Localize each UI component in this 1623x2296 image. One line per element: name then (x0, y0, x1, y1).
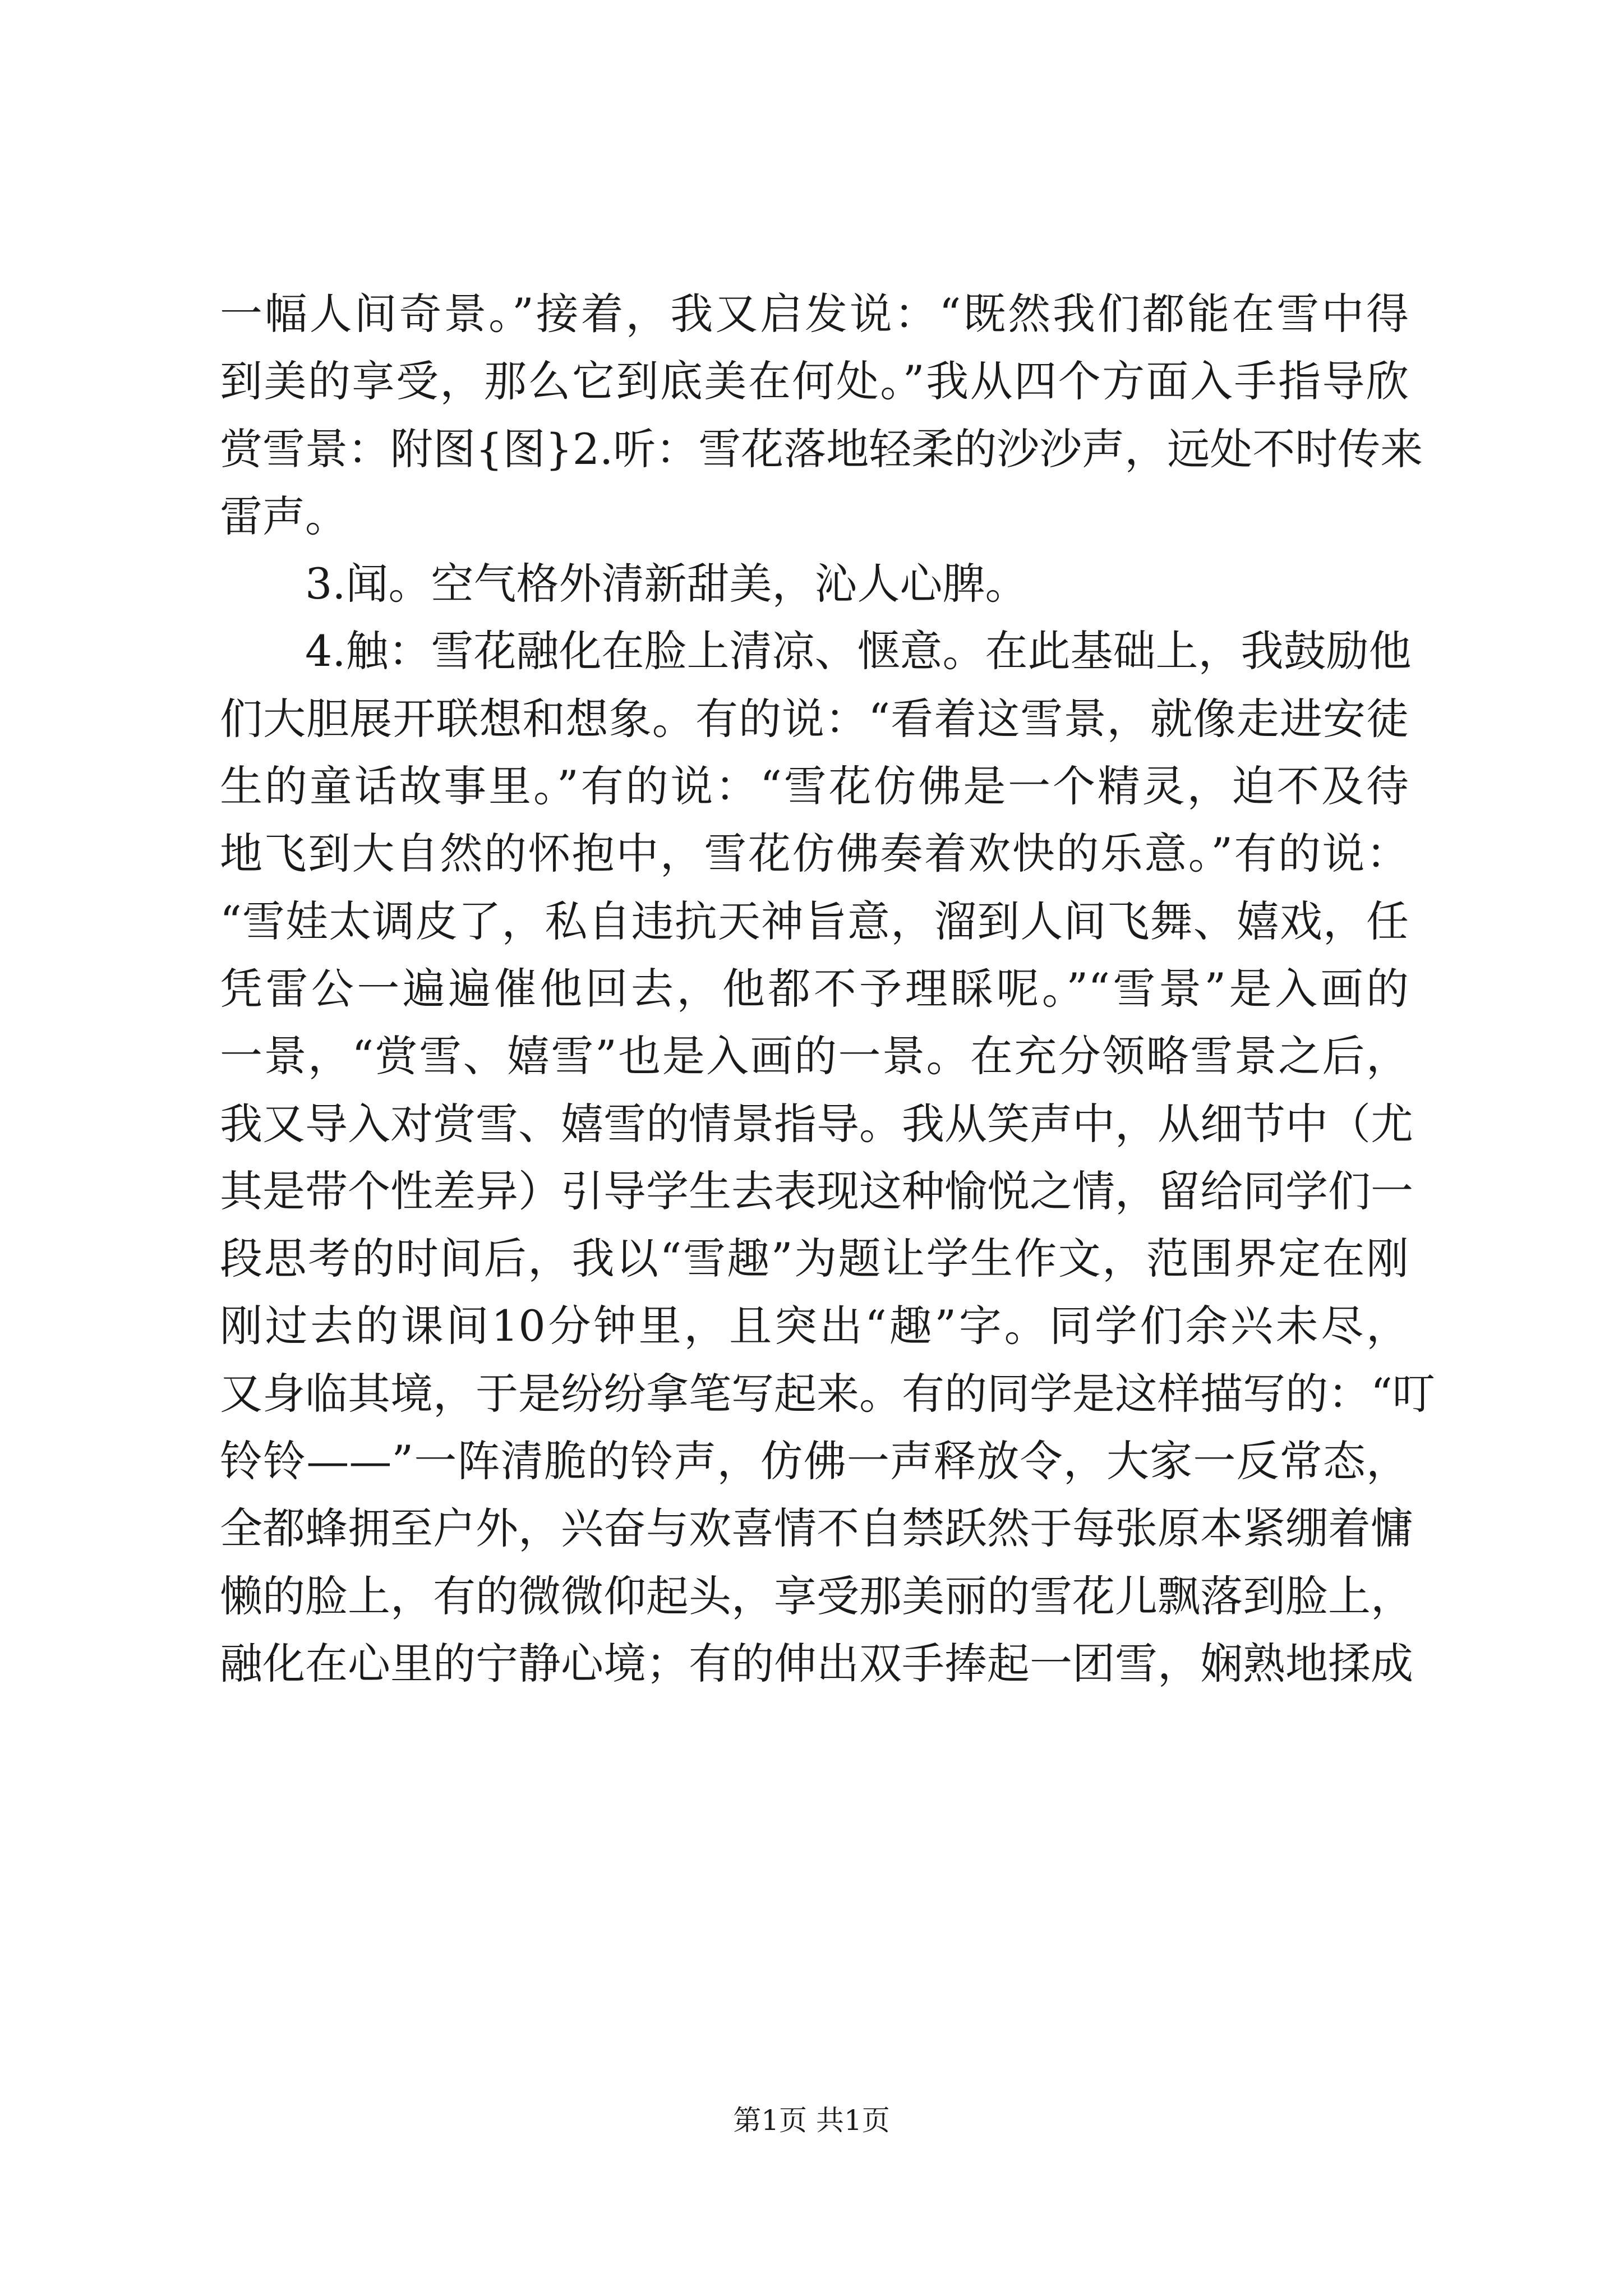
text-line: 段思考的时间后，我以“雪趣”为题让学生作文，范围界定在刚 (220, 1234, 1409, 1284)
text-line: 融化在心里的宁静心境；有的伸出双手捧起一团雪，娴熟地揉成 (220, 1638, 1413, 1688)
text-line: 我又导入对赏雪、嬉雪的情景指导。我从笑声中，从细节中（尤 (220, 1098, 1413, 1149)
text-line: 凭雷公一遍遍催他回去，他都不予理睬呢。”“雪景”是入画的 (220, 963, 1409, 1014)
text-line: 又身临其境，于是纷纷拿笔写起来。有的同学是这样描写的：“叮 (220, 1368, 1435, 1419)
text-line: 们大胆展开联想和想象。有的说：“看着这雪景，就像走进安徒 (220, 693, 1409, 744)
text-line: 赏雪景：附图{图}2.听：雪花落地轻柔的沙沙声，远处不时传来 (220, 424, 1423, 474)
text-line: “雪娃太调皮了，私自违抗天神旨意，溜到人间飞舞、嬉戏，任 (220, 896, 1409, 946)
text-line: 刚过去的课间10分钟里，且突出“趣”字。同学们余兴未尽， (220, 1301, 1409, 1351)
text-line: 地飞到大自然的怀抱中，雪花仿佛奏着欢快的乐意。”有的说： (220, 829, 1409, 879)
text-line: 生的童话故事里。”有的说：“雪花仿佛是一个精灵，迫不及待 (220, 761, 1409, 812)
text-line: 懒的脸上，有的微微仰起头，享受那美丽的雪花儿飘落到脸上， (220, 1571, 1413, 1621)
page-number-label: 第1页 共1页 (733, 2104, 890, 2137)
text-line: 全都蜂拥至户外，兴奋与欢喜情不自禁跃然于每张原本紧绷着慵 (220, 1503, 1413, 1554)
text-line: 一幅人间奇景。”接着，我又启发说：“既然我们都能在雪中得 (220, 289, 1409, 339)
text-line: 铃铃——”一阵清脆的铃声，仿佛一声释放令，大家一反常态， (220, 1436, 1409, 1487)
text-line: 3.闻。空气格外清新甜美，沁人心脾。 (305, 559, 1028, 609)
text-line: 到美的享受，那么它到底美在何处。”我从四个方面入手指导欣 (220, 356, 1409, 407)
text-line: 雷声。 (220, 491, 348, 541)
text-line: 4.触：雪花融化在脸上清凉、惬意。在此基础上，我鼓励他 (305, 626, 1412, 677)
text-line: 其是带个性差异）引导学生去表现这种愉悦之情，留给同学们一 (220, 1166, 1413, 1216)
text-line: 一景，“赏雪、嬉雪”也是入画的一景。在充分领略雪景之后， (220, 1031, 1409, 1082)
body-text (220, 280, 1435, 1697)
page-footer (0, 2101, 1623, 2140)
